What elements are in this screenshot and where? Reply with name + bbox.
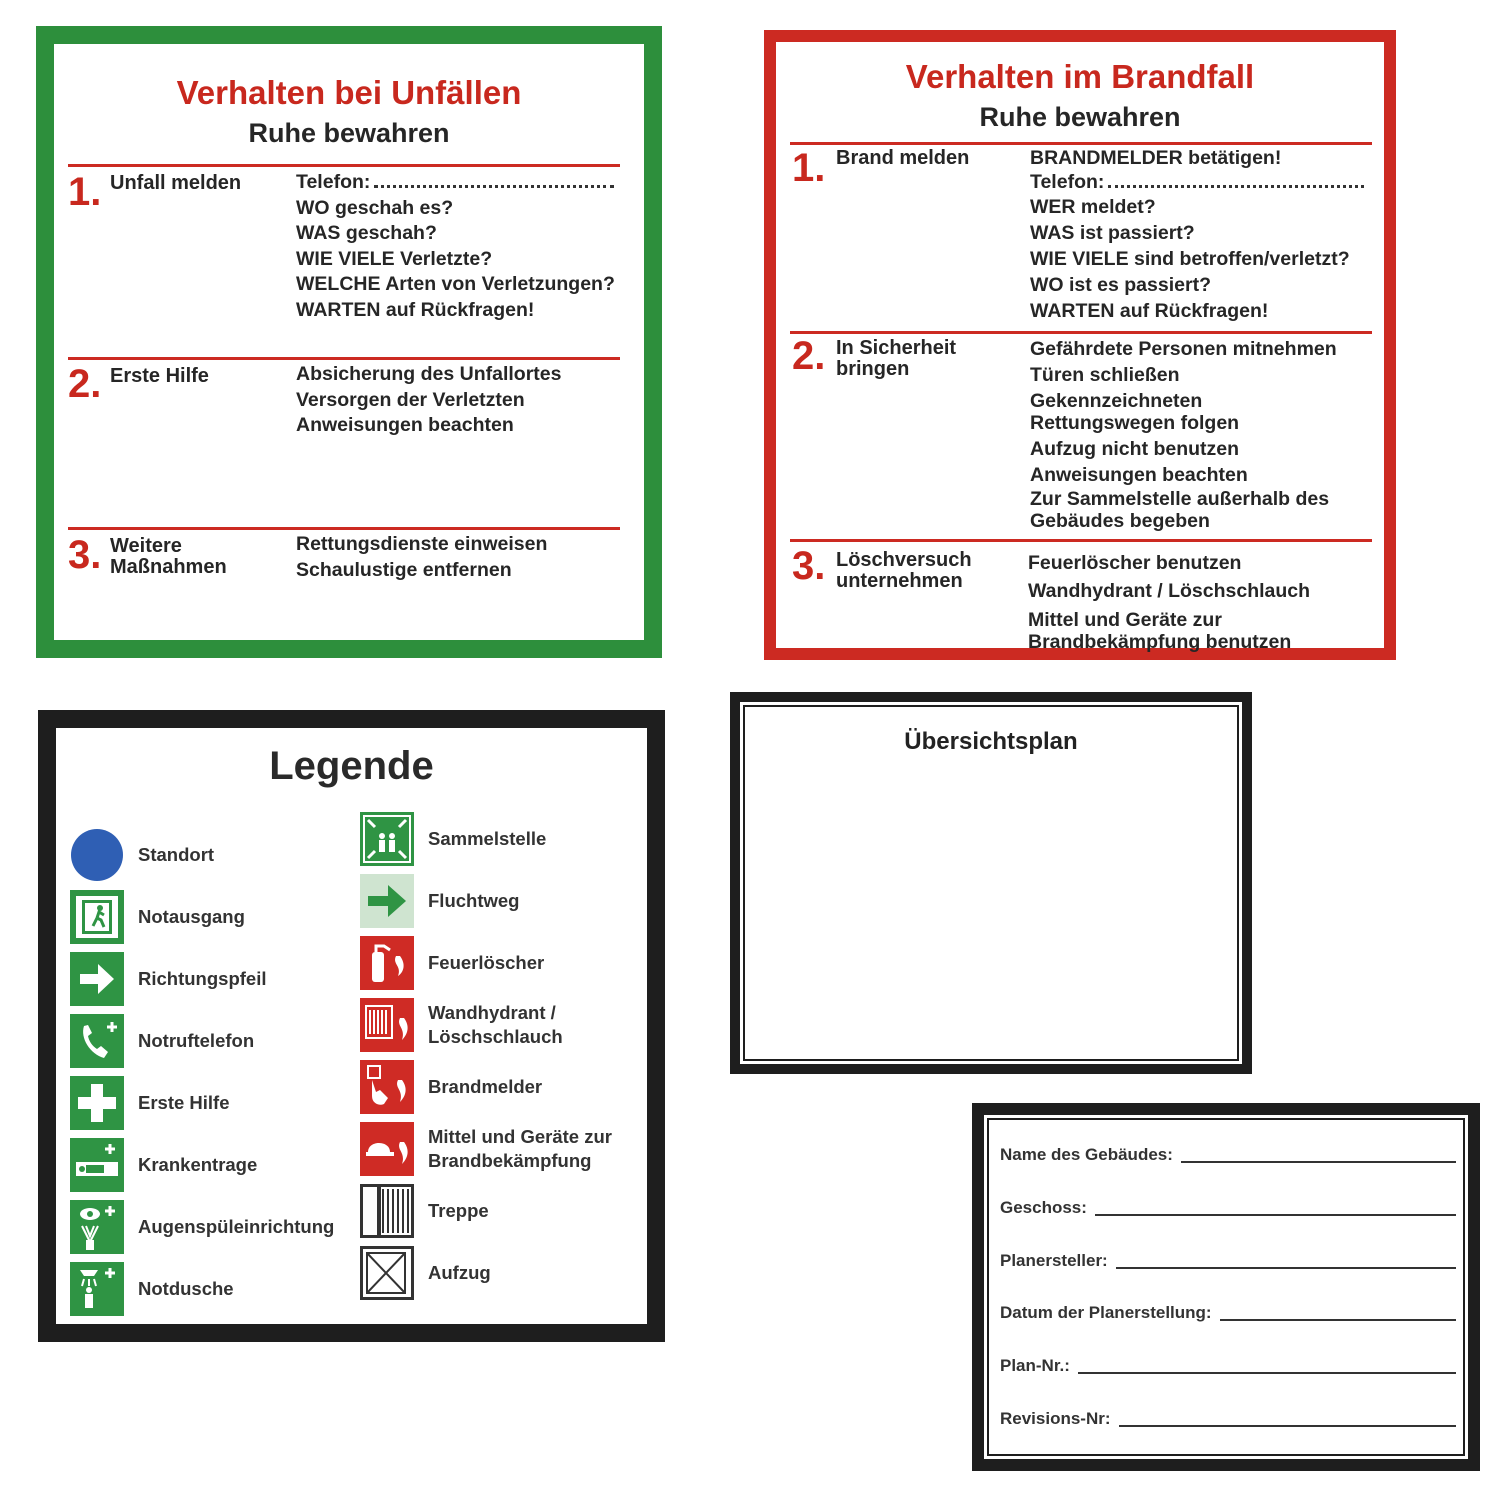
section-number: 1. (792, 146, 826, 190)
list-item: Versorgen der Verletzten (296, 388, 525, 411)
field-label: Geschoss: (1000, 1198, 1087, 1217)
form-row (1000, 1409, 1456, 1429)
section-items (1030, 146, 1374, 324)
legend-label: Aufzug (428, 1262, 491, 1283)
list-item: Aufzug nicht benutzen (1030, 438, 1240, 460)
legend-item (70, 952, 266, 1006)
legend-item (360, 1122, 628, 1176)
legend-label: Wandhydrant / Löschschlauch (428, 1002, 563, 1047)
fire-hose-icon (360, 998, 414, 1052)
list-item: WO geschah es? (296, 196, 454, 219)
form-row (1000, 1356, 1456, 1376)
list-item: Gefährdete Personen mitnehmen (1030, 338, 1337, 360)
plan-info-form (972, 1103, 1480, 1471)
stretcher-icon (70, 1138, 124, 1192)
list-item: Absicherung des Unfallortes (296, 363, 562, 385)
section-label: Erste Hilfe (110, 365, 209, 387)
form-row (1000, 1303, 1456, 1323)
legend-item (70, 890, 245, 944)
field-line[interactable] (1078, 1372, 1456, 1374)
accident-subtitle: Ruhe bewahren (248, 118, 450, 148)
legend-item (360, 1246, 491, 1300)
legend-title: Legende (269, 744, 434, 788)
emergency-exit-icon (70, 890, 124, 944)
legend-label: Sammelstelle (428, 828, 547, 849)
list-item: WAS geschah? (296, 222, 437, 245)
fire-subtitle: Ruhe bewahren (979, 102, 1181, 132)
emergency-phone-icon (70, 1014, 124, 1068)
legend-item (360, 998, 588, 1052)
legend-label: Feuerlöscher (428, 952, 545, 973)
legend-item (70, 1076, 230, 1130)
section-divider (790, 142, 1372, 145)
legend-label: Notausgang (138, 906, 245, 927)
legend-item (360, 1184, 489, 1238)
assembly-point-icon (360, 812, 414, 866)
telefon-label: Telefon: (296, 171, 371, 193)
overview-inner-frame (743, 705, 1239, 1061)
form-row (1000, 1145, 1456, 1165)
legend-label: Krankentrage (138, 1154, 258, 1175)
list-item: Schaulustige entfernen (296, 558, 512, 581)
field-line[interactable] (1119, 1425, 1456, 1427)
telefon-dotted-line (374, 173, 614, 188)
first-aid-icon (70, 1076, 124, 1130)
accident-title: Verhalten bei Unfällen (176, 74, 522, 111)
list-item: Zur Sammelstelle außerhalb des Gebäudes begeben (1030, 488, 1330, 532)
direction-arrow-icon (70, 952, 124, 1006)
list-item: Wandhydrant / Löschschlauch (1028, 580, 1311, 602)
legend-item (360, 812, 546, 866)
field-line[interactable] (1181, 1161, 1456, 1163)
section-items (296, 170, 620, 324)
elevator-icon (360, 1246, 414, 1300)
legend-item (70, 828, 214, 882)
section-label: Weitere Maßnahmen (110, 535, 227, 578)
fire-title: Verhalten im Brandfall (905, 58, 1255, 95)
section-number: 3. (792, 544, 826, 588)
section-label: In Sicherheit bringen (836, 337, 957, 380)
field-label: Datum der Planerstellung: (1000, 1303, 1212, 1322)
form-row (1000, 1198, 1456, 1218)
section-divider (68, 357, 620, 360)
section-divider (790, 539, 1372, 542)
list-item: Anweisungen beachten (1030, 464, 1248, 486)
section-label: Brand melden (836, 147, 970, 169)
section-items (296, 362, 620, 439)
section-label: Unfall melden (110, 172, 242, 194)
field-label: Plan-Nr.: (1000, 1356, 1070, 1375)
section-items (296, 532, 620, 583)
legend-item (70, 1200, 334, 1254)
legend-item (70, 1014, 254, 1068)
eye-wash-icon (70, 1200, 124, 1254)
legend-label: Mittel und Geräte zur Brandbekämpfung (428, 1126, 612, 1171)
list-item: WER meldet? (1030, 196, 1156, 218)
section-number: 3. (68, 533, 102, 577)
field-label: Name des Gebäudes: (1000, 1145, 1173, 1164)
escape-route-icon (360, 874, 414, 928)
field-line[interactable] (1095, 1214, 1456, 1216)
section-items (1030, 336, 1374, 532)
list-item: Feuerlöscher benutzen (1028, 552, 1242, 574)
stairs-icon (360, 1184, 414, 1238)
list-item: Anweisungen beachten (296, 414, 514, 437)
legend-label: Erste Hilfe (138, 1092, 230, 1113)
list-item: WIE VIELE sind betroffen/verletzt? (1030, 248, 1350, 270)
firefighting-equipment-icon (360, 1122, 414, 1176)
list-item: Rettungsdienste einweisen (296, 533, 548, 555)
list-item: WO ist es passiert? (1030, 274, 1211, 296)
section-divider (68, 527, 620, 530)
section-number: 1. (68, 170, 102, 214)
telefon-line (1030, 170, 1374, 194)
overview-title: Übersichtsplan (904, 728, 1078, 755)
section-number: 2. (792, 334, 826, 378)
legend-panel (38, 710, 665, 1342)
list-item: Mittel und Geräte zur Brandbekämpfung benutzen (1028, 609, 1292, 653)
telefon-label: Telefon: (1030, 171, 1105, 193)
section-number: 2. (68, 362, 102, 406)
field-line[interactable] (1220, 1319, 1456, 1321)
list-item: WAS ist passiert? (1030, 222, 1195, 244)
telefon-line (296, 170, 620, 196)
accident-procedure-panel (36, 26, 662, 658)
list-item: WARTEN auf Rückfragen! (1030, 300, 1269, 322)
info-inner-frame (987, 1118, 1465, 1456)
legend-label: Brandmelder (428, 1076, 543, 1097)
field-line[interactable] (1116, 1267, 1456, 1269)
list-item: BRANDMELDER betätigen! (1030, 147, 1282, 169)
telefon-dotted-line (1108, 173, 1364, 188)
fire-procedure-panel (764, 30, 1396, 660)
form-row (1000, 1251, 1456, 1271)
legend-item (360, 1060, 542, 1114)
list-item: WIE VIELE Verletzte? (296, 247, 493, 270)
fire-extinguisher-icon (360, 936, 414, 990)
legend-label: Augenspüleinrichtung (138, 1216, 335, 1237)
section-label: Löschversuch unternehmen (836, 549, 972, 592)
legend-item (70, 1262, 234, 1316)
fire-alarm-icon (360, 1060, 414, 1114)
legend-label: Richtungspfeil (138, 968, 267, 989)
list-item: WELCHE Arten von Verletzungen? (296, 273, 615, 296)
legend-item (360, 936, 544, 990)
legend-label: Fluchtweg (428, 890, 520, 911)
section-items (1028, 549, 1372, 653)
field-label: Planersteller: (1000, 1251, 1108, 1270)
location-dot-icon (70, 828, 124, 882)
overview-plan-panel (730, 692, 1252, 1074)
legend-label: Standort (138, 844, 215, 865)
list-item: WARTEN auf Rückfragen! (296, 298, 535, 321)
legend-label: Notdusche (138, 1278, 234, 1299)
section-divider (68, 164, 620, 167)
legend-item (70, 1138, 257, 1192)
field-label: Revisions-Nr: (1000, 1409, 1111, 1428)
list-item: Gekennzeichneten Rettungswegen folgen (1030, 390, 1240, 434)
emergency-shower-icon (70, 1262, 124, 1316)
list-item: Türen schließen (1030, 364, 1180, 386)
section-divider (790, 331, 1372, 334)
legend-label: Treppe (428, 1200, 489, 1221)
legend-label: Notruftelefon (138, 1030, 255, 1051)
legend-item (360, 874, 519, 928)
